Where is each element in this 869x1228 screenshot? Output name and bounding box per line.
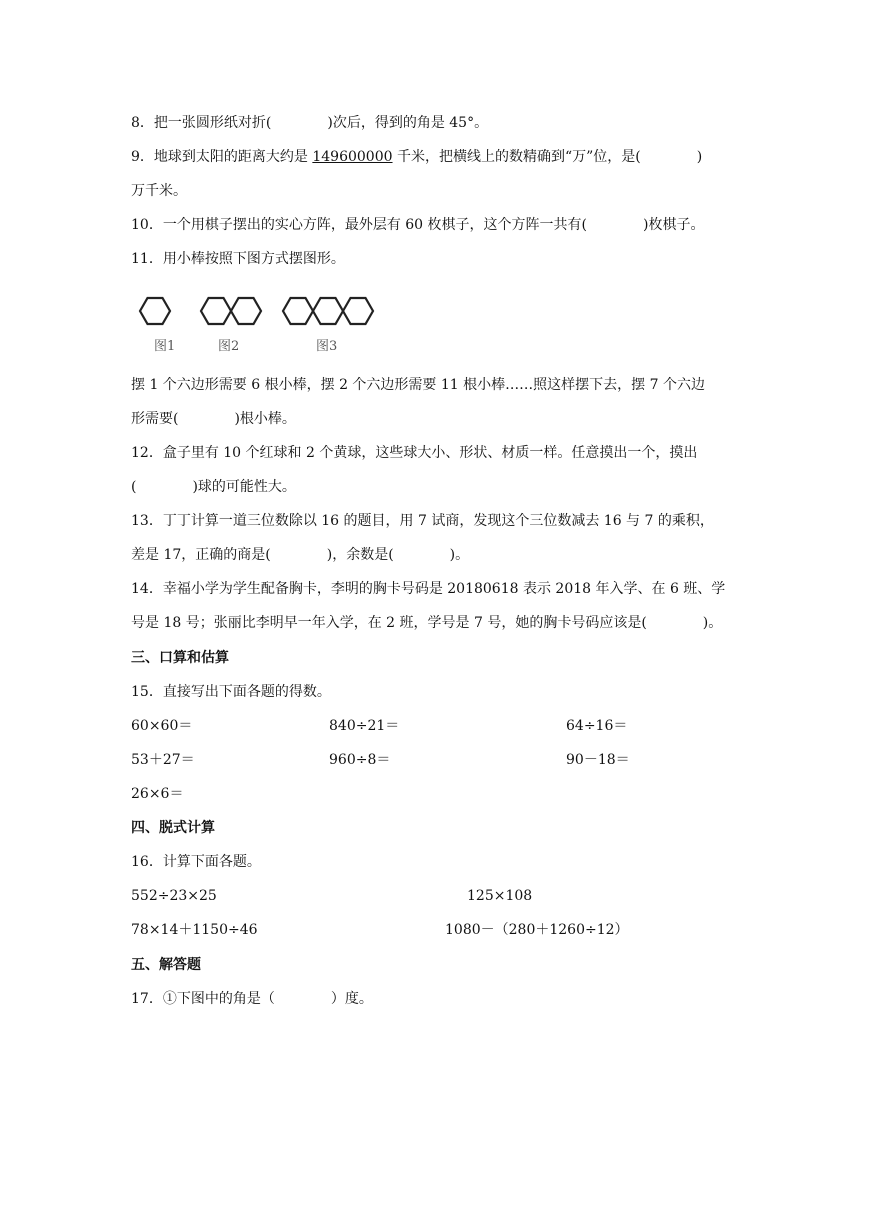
q15-item-6: 90－18＝ (566, 752, 630, 768)
q15-item-5: 960÷8＝ (329, 752, 391, 768)
section-5-heading: 五、解答题 (131, 957, 201, 973)
q16-text: 16．计算下面各题。 (131, 854, 261, 870)
hexagon-fig1 (140, 298, 170, 324)
section-3-heading: 三、口算和估算 (131, 650, 229, 666)
q12-line1: 12．盒子里有 10 个红球和 2 个黄球，这些球大小、形状、材质一样。任意摸出一个，摸出 (131, 445, 698, 461)
hexagon-fig3-c (343, 298, 373, 324)
q11-line1: 摆 1 个六边形需要 6 根小棒，摆 2 个六边形需要 11 根小棒……照这样摆下去，摆 7 个六边 (131, 377, 705, 393)
q16-item-2: 125×108 (467, 888, 533, 904)
q14-line2: 号是 18 号；张丽比李明早一年入学，在 2 班，学号是 7 号，她的胸卡号码应该是( )。 (131, 615, 723, 631)
caption-fig2: 图2 (218, 339, 240, 354)
caption-fig1: 图1 (154, 339, 176, 354)
hexagon-fig3-a (283, 298, 313, 324)
q15-item-3: 64÷16＝ (566, 718, 628, 734)
q15-item-4: 53＋27＝ (131, 752, 195, 768)
q16-item-1: 552÷23×25 (131, 888, 217, 904)
section-4-heading: 四、脱式计算 (131, 820, 215, 836)
hexagon-fig2-a (201, 298, 231, 324)
q13-line1: 13．丁丁计算一道三位数除以 16 的题目，用 7 试商，发现这个三位数减去 16 与 7 的乘积， (131, 513, 714, 529)
q12-line2: ( )球的可能性大。 (131, 479, 296, 495)
q15-item-1: 60×60＝ (131, 718, 193, 734)
q15-text: 15．直接写出下面各题的得数。 (131, 684, 331, 700)
q9-underlined-number: 149600000 (312, 149, 393, 165)
hexagon-fig3-b (313, 298, 343, 324)
q13-line2: 差是 17，正确的商是( )，余数是( )。 (131, 547, 470, 563)
q11-text: 11．用小棒按照下图方式摆图形。 (131, 251, 345, 267)
q14-line1: 14．幸福小学为学生配备胸卡，李明的胸卡号码是 20180618 表示 2018 年入学、在 6 班、学 (131, 581, 726, 597)
hexagon-figures (136, 290, 376, 356)
caption-fig3: 图3 (316, 339, 338, 354)
q15-item-2: 840÷21＝ (329, 718, 400, 734)
q8-text: 8．把一张圆形纸对折( )次后，得到的角是 45°。 (131, 115, 489, 131)
q9-line2: 万千米。 (131, 183, 187, 199)
q10-text: 10．一个用棋子摆出的实心方阵，最外层有 60 枚棋子，这个方阵一共有( )枚棋子。 (131, 217, 705, 233)
q9-suffix: 千米，把横线上的数精确到“万”位，是( ) (392, 149, 703, 165)
q9-line1 (131, 147, 702, 167)
q15-item-7: 26×6＝ (131, 786, 184, 802)
q9-prefix: 9．地球到太阳的距离大约是 (131, 149, 313, 165)
q17-text: 17．①下图中的角是（ ）度。 (131, 991, 373, 1007)
q16-item-4: 1080－（280＋1260÷12） (445, 922, 629, 938)
hexagon-fig2-b (231, 298, 261, 324)
q11-line2: 形需要( )根小棒。 (131, 411, 296, 427)
q16-item-3: 78×14＋1150÷46 (131, 922, 258, 938)
